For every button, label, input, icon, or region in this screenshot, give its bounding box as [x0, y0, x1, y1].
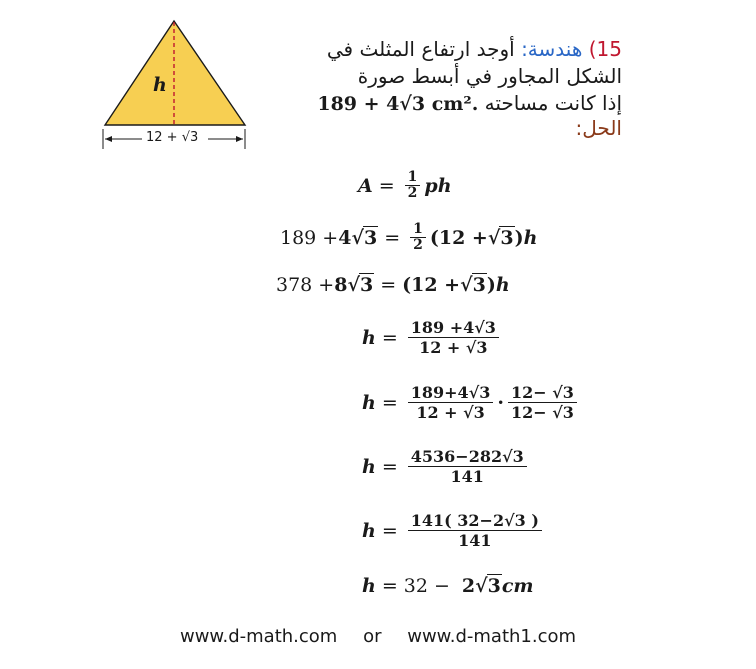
step-7: h = $\frac{141( 32-2√3 )}{141}$ [362, 511, 546, 550]
fraction-half: $\frac{1}{2}$ [405, 170, 421, 201]
question-line-1 [262, 36, 622, 63]
question-line1-text: أوجد ارتفاع المثلث في [326, 37, 515, 61]
fraction: $\frac{189 +4√3}{12 + √3}$ [408, 318, 499, 357]
radical: √3 [487, 226, 514, 249]
footer-link-1[interactable]: www.d-math.com [179, 626, 338, 647]
radical: √3 [351, 226, 378, 249]
step-4: h = $\frac{189 +4√3}{12 + √3}$ [362, 318, 503, 357]
footer-separator: or [363, 626, 382, 647]
step-6: h = $\frac{4536-282√3}{141}$ [362, 447, 531, 486]
radical: √3 [460, 274, 486, 296]
triangle-shape [105, 21, 245, 125]
question-line-2 [262, 63, 622, 90]
solution-label: الحل: [575, 116, 622, 140]
radical: √3 [475, 575, 501, 597]
fraction: $\frac{189+4√3}{12 + √3}$ [408, 383, 494, 422]
unit-cm: cm [501, 575, 534, 597]
base-label: 12 + √3 [146, 130, 199, 145]
step-8: h = 32 − 2 √3 cm [362, 575, 534, 597]
radical: √3 [347, 274, 374, 296]
step-1: A = $\frac{1}{2}$ ph [358, 169, 452, 201]
arrow-right-icon [236, 136, 243, 142]
question-line3-text: إذا كانت مساحته [484, 91, 622, 115]
multiply-dot: · [497, 391, 504, 414]
footer-links [0, 626, 756, 647]
step-3: 378 + 8 √3 = (12 + √3 ) h [276, 274, 510, 296]
fraction: $\frac{4536-282√3}{141}$ [408, 447, 527, 486]
question-line-3 [262, 90, 622, 118]
question-line2-text: الشكل المجاور في أبسط صورة [357, 64, 622, 88]
fraction: $\frac{141( 32-2√3 )}{141}$ [408, 511, 542, 550]
step-2: 189 + 4 √3 = $\frac{1}{2}$ (12 + √3 ) h [280, 221, 538, 253]
area-symbol: A [358, 174, 373, 197]
fraction-half: $\frac{1}{2}$ [410, 222, 426, 253]
arrow-left-icon [105, 136, 112, 142]
ph-term: ph [424, 174, 452, 197]
step-5: h = $\frac{189+4√3}{12 + √3}$ · $\frac{12- √3}{12- √3}$ [362, 383, 581, 422]
fraction: $\frac{12- √3}{12- √3}$ [508, 383, 577, 422]
question-number: 15) [588, 37, 622, 61]
height-label: h [153, 74, 167, 96]
triangle-figure [98, 16, 250, 152]
question-text [262, 36, 622, 118]
area-expression: 189 + 4√3 cm². [317, 93, 479, 115]
footer-link-2[interactable]: www.d-math1.com [407, 626, 577, 647]
question-topic: هندسة: [521, 37, 583, 61]
